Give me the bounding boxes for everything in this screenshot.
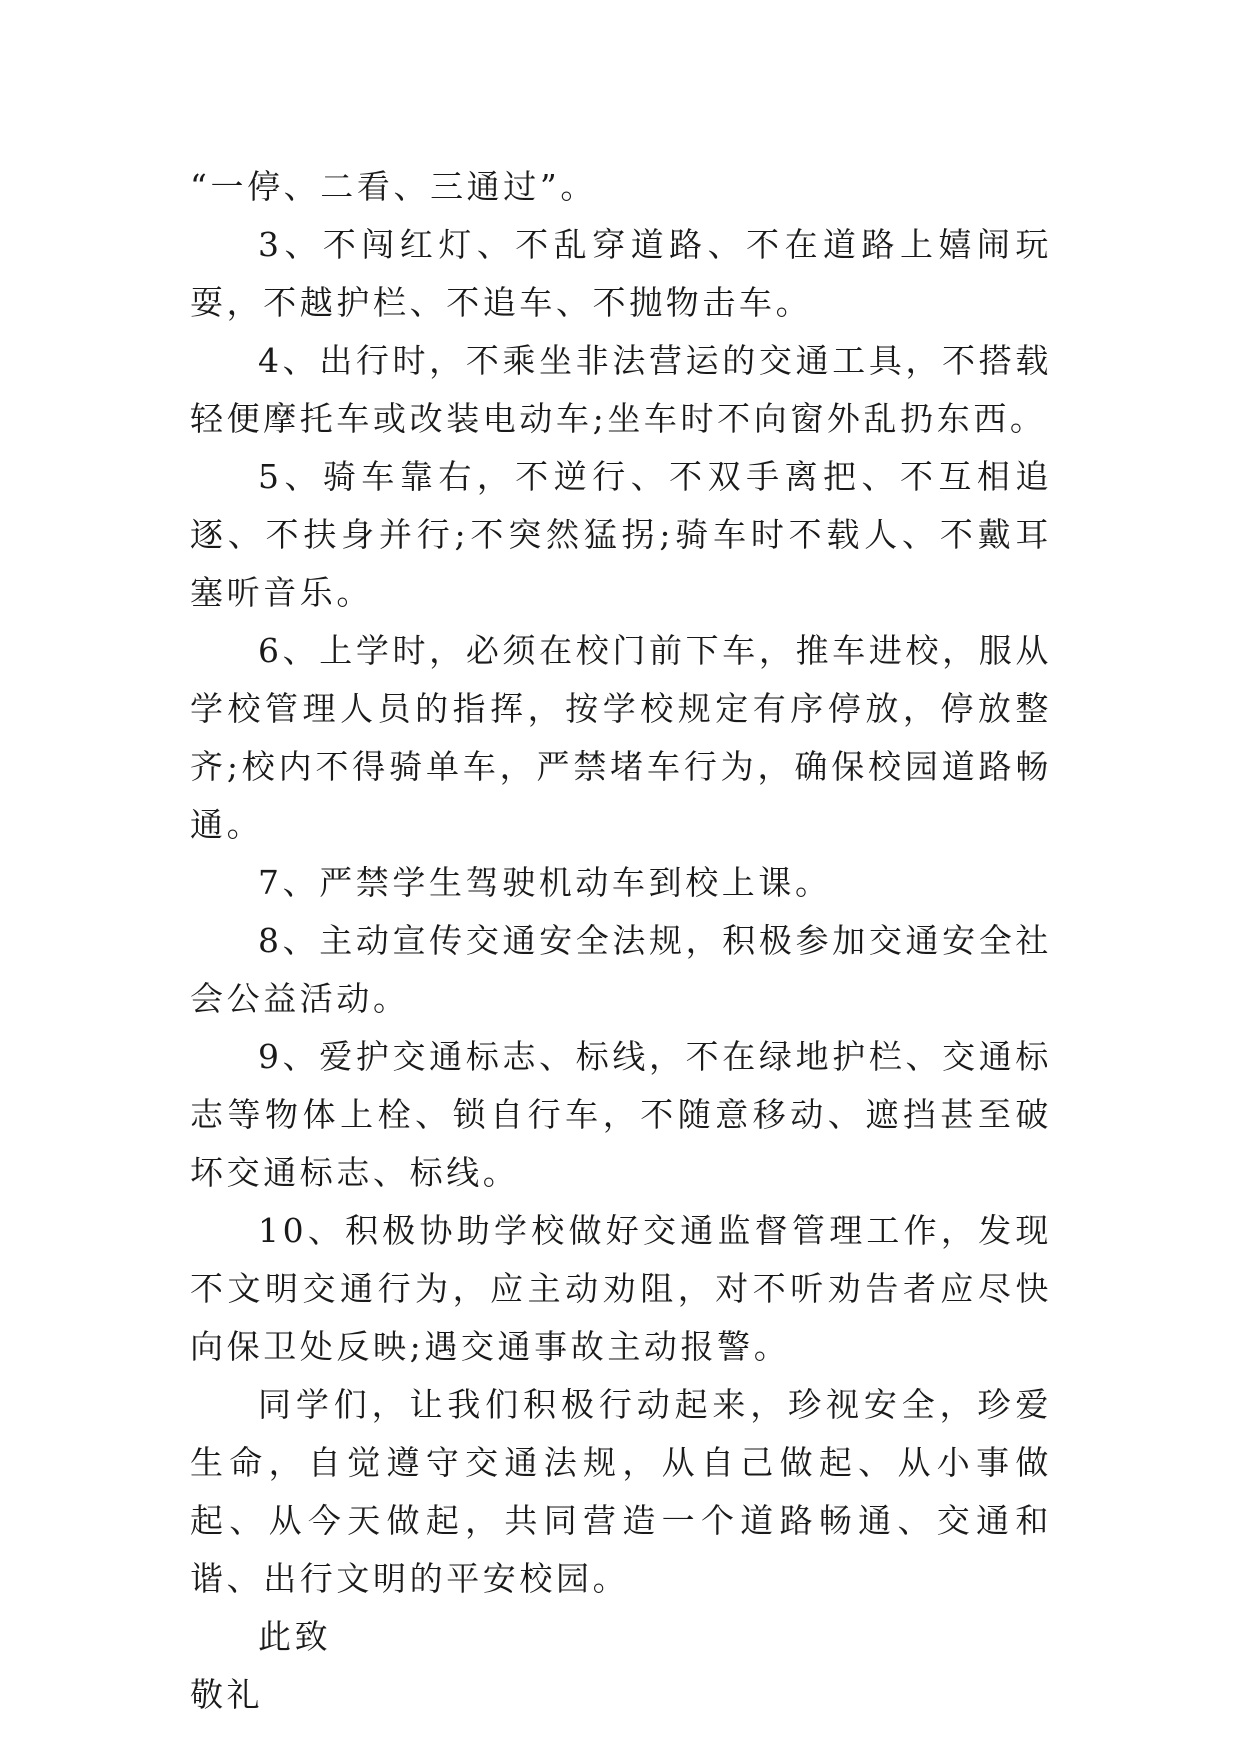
salutation-cizhi: 此致 xyxy=(258,1617,332,1656)
paragraph-rule-3: 3、不闯红灯、不乱穿道路、不在道路上嬉闹玩耍，不越护栏、不追车、不抛物击车。 xyxy=(190,225,1052,322)
paragraph-rule-7: 7、严禁学生驾驶机动车到校上课。 xyxy=(258,863,832,902)
paragraph-rule-10: 10、积极协助学校做好交通监督管理工作，发现不文明交通行为，应主动劝阻，对不听劝告者应尽快向保卫处反映;遇交通事故主动报警。 xyxy=(190,1211,1052,1366)
paragraph-rule-9: 9、爱护交通标志、标线，不在绿地护栏、交通标志等物体上栓、锁自行车，不随意移动、遮挡甚至破坏交通标志、标线。 xyxy=(190,1037,1052,1192)
paragraph-rule-4: 4、出行时，不乘坐非法营运的交通工具，不搭载轻便摩托车或改装电动车;坐车时不向窗外乱扔东西。 xyxy=(190,341,1052,438)
paragraph-rule-5: 5、骑车靠右，不逆行、不双手离把、不互相追逐、不扶身并行;不突然猛拐;骑车时不载人、不戴耳塞听音乐。 xyxy=(190,457,1052,612)
paragraph-rule-6: 6、上学时，必须在校门前下车，推车进校，服从学校管理人员的指挥，按学校规定有序停放，停放整齐;校内不得骑单车，严禁堵车行为，确保校园道路畅通。 xyxy=(190,631,1052,844)
document-body xyxy=(190,158,1052,1724)
paragraph-closing: 同学们，让我们积极行动起来，珍视安全，珍爱生命，自觉遵守交通法规，从自己做起、从小事做起、从今天做起，共同营造一个道路畅通、交通和谐、出行文明的平安校园。 xyxy=(190,1385,1052,1598)
paragraph-rule-8: 8、主动宣传交通安全法规，积极参加交通安全社会公益活动。 xyxy=(190,921,1052,1018)
salutation-jingli: 敬礼 xyxy=(190,1675,264,1714)
paragraph-continuation: “一停、二看、三通过”。 xyxy=(190,167,597,206)
